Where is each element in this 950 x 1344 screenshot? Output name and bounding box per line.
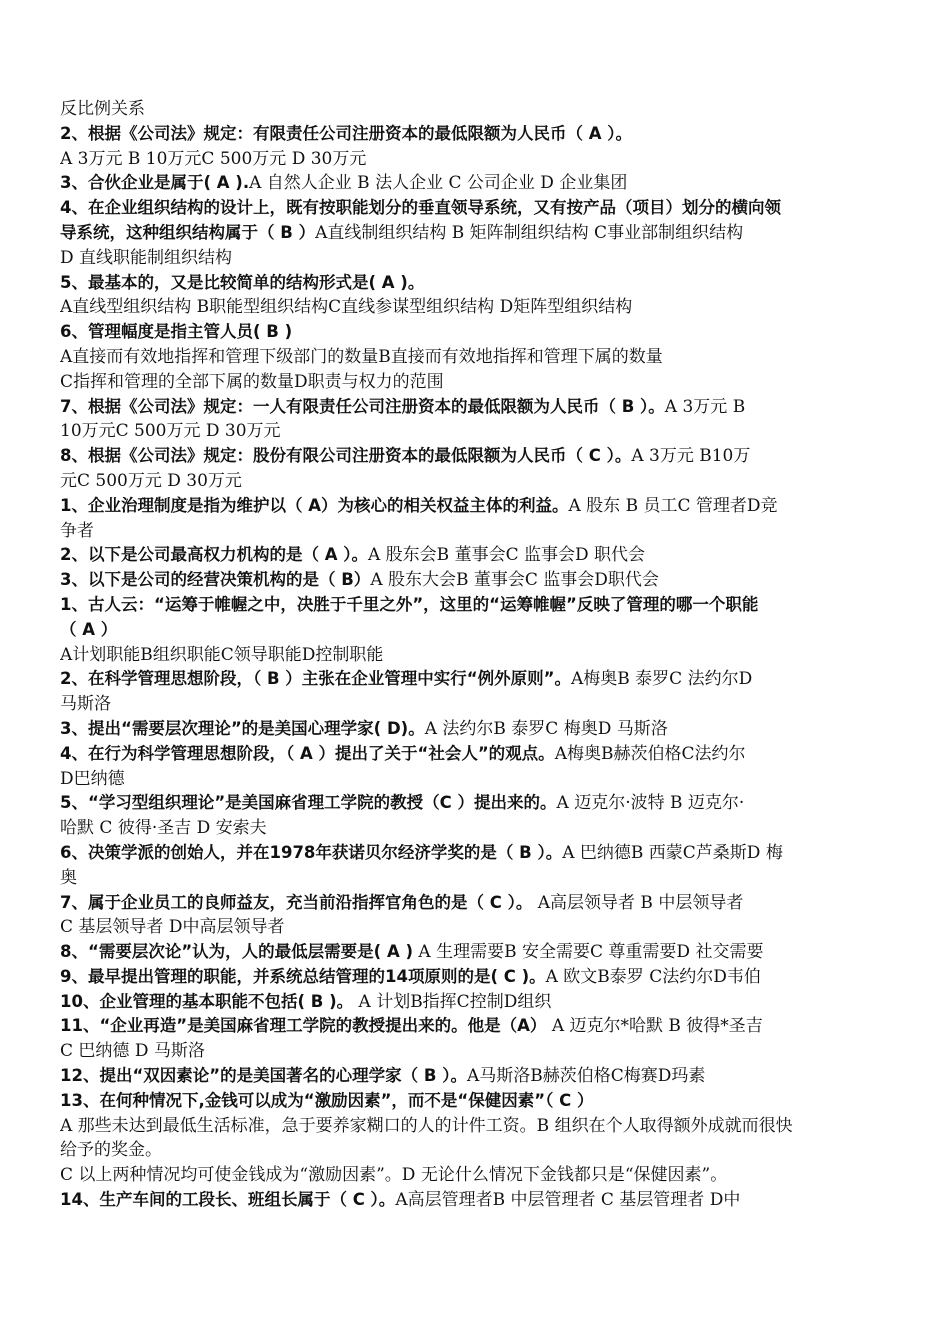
question-text: 7、根据《公司法》规定：一人有限责任公司注册资本的最低限额为人民币（ B ）。	[60, 396, 665, 416]
text-line	[60, 444, 892, 469]
answer-options-text: 给予的奖金。	[60, 1140, 162, 1161]
answer-options-text: A 3万元 B 10万元C 500万元 D 30万元	[60, 148, 367, 169]
question-text: 13、在何种情况下,金钱可以成为“激励因素”，而不是“保健因素”（ C ）	[60, 1090, 594, 1110]
answer-options-text: A马斯洛B赫茨伯格C梅赛D玛素	[466, 1066, 706, 1087]
question-text: 3、合伙企业是属于( A ).	[60, 173, 250, 193]
answer-options-text: C指挥和管理的全部下属的数量D职责与权力的范围	[60, 371, 444, 392]
question-text: 2、根据《公司法》规定：有限责任公司注册资本的最低限额为人民币（ A ）。	[60, 123, 632, 143]
text-line	[60, 1089, 892, 1114]
text-line	[60, 147, 892, 172]
answer-options-text: A 3万元 B	[664, 396, 746, 417]
text-line	[60, 891, 892, 916]
answer-options-text: A 3万元 B10万	[631, 446, 751, 467]
text-line	[60, 1064, 892, 1089]
text-line	[60, 742, 892, 767]
question-text: 2、以下是公司最高权力机构的是（ A ）。	[60, 545, 368, 565]
answer-options-text: A 法约尔B 泰罗C 梅奥D 马斯洛	[424, 718, 668, 739]
text-line	[60, 643, 892, 668]
text-line	[60, 295, 892, 320]
text-line	[60, 345, 892, 370]
answer-options-text: 反比例关系	[60, 99, 145, 119]
text-line	[60, 271, 892, 296]
text-line	[60, 1114, 892, 1139]
answer-options-text: D巴纳德	[60, 768, 125, 789]
text-line	[60, 370, 892, 395]
answer-options-text: A高层领导者 B 中层领导者	[532, 892, 744, 913]
text-line	[60, 419, 892, 444]
question-text: 导系统，这种组织结构属于（ B ）	[60, 222, 316, 242]
answer-options-text: A 欧文B泰罗 C法约尔D韦伯	[545, 966, 761, 987]
text-line	[60, 196, 892, 221]
text-line	[60, 816, 892, 841]
question-text: 1、企业治理制度是指为维护以（ A）为核心的相关权益主体的利益。	[60, 495, 569, 515]
text-line	[60, 395, 892, 420]
text-line	[60, 171, 892, 196]
answer-options-text: A 生理需要B 安全需要C 尊重需要D 社交需要	[413, 942, 764, 963]
text-line	[60, 692, 892, 717]
answer-options-text: A 巴纳德B 西蒙C芦桑斯D 梅	[562, 842, 783, 863]
answer-options-text: D 直线职能制组织结构	[60, 247, 233, 268]
answer-options-text: 哈默 C 彼得·圣吉 D 安索夫	[60, 818, 267, 839]
answer-options-text: C 基层领导者 D中高层领导者	[60, 917, 285, 938]
question-text: （ A ）	[60, 619, 118, 639]
question-text: 9、最早提出管理的职能，并系统总结管理的14项原则的是( C )。	[60, 966, 546, 986]
text-line	[60, 543, 892, 568]
text-line	[60, 122, 892, 147]
question-text: 12、提出“双因素论”的是美国著名的心理学家（ B ）。	[60, 1066, 467, 1086]
question-text: 4、在行为科学管理思想阶段，（ A ）提出了关于“社会人”的观点。	[60, 743, 555, 763]
text-line	[60, 1014, 892, 1039]
text-line	[60, 667, 892, 692]
question-text: 3、以下是公司的经营决策机构的是（ B）	[60, 570, 371, 590]
answer-options-text: A直线型组织结构 B职能型组织结构C直线参谋型组织结构 D矩阵型组织结构	[60, 297, 633, 318]
text-line	[60, 841, 892, 866]
text-line	[60, 618, 892, 643]
question-text: 8、根据《公司法》规定：股份有限公司注册资本的最低限额为人民币（ C ）。	[60, 446, 632, 466]
answer-options-text: C 以上两种情况均可使金钱成为“激励因素”。D 无论什么情况下金钱都只是“保健因素”。	[60, 1165, 728, 1186]
text-line	[60, 1138, 892, 1163]
text-line	[60, 1039, 892, 1064]
question-text: 6、决策学派的创始人，并在1978年获诺贝尔经济学奖的是（ B ）。	[60, 842, 563, 862]
question-text: 11、“企业再造”是美国麻省理工学院的教授提出来的。他是（A）	[60, 1016, 547, 1036]
text-line	[60, 494, 892, 519]
text-line	[60, 990, 892, 1015]
text-line	[60, 469, 892, 494]
answer-options-text: A直线制组织结构 B 矩阵制组织结构 C事业部制组织结构	[315, 222, 744, 243]
text-line	[60, 593, 892, 618]
question-text: 7、属于企业员工的良师益友，充当前沿指挥官角色的是（ C ）。	[60, 892, 533, 912]
text-line	[60, 246, 892, 271]
question-text: 10、企业管理的基本职能不包括( B )。	[60, 991, 354, 1011]
answer-options-text: A 计划B指挥C控制D组织	[353, 991, 552, 1012]
text-line	[60, 1163, 892, 1188]
answer-options-text: A 迈克尔·波特 B 迈克尔·	[556, 793, 745, 814]
text-line	[60, 1188, 892, 1213]
answer-options-text: A高层管理者B 中层管理者 C 基层管理者 D中	[395, 1190, 741, 1211]
answer-options-text: A梅奥B 泰罗C 法约尔D	[570, 669, 753, 690]
text-line	[60, 221, 892, 246]
text-line	[60, 791, 892, 816]
answer-options-text: A 迈克尔*哈默 B 彼得*圣吉	[546, 1016, 763, 1037]
text-line	[60, 97, 892, 122]
answer-options-text: 奥	[60, 867, 77, 888]
answer-options-text: A计划职能B组织职能C领导职能D控制职能	[60, 644, 384, 665]
text-line	[60, 866, 892, 891]
question-text: 4、在企业组织结构的设计上，既有按职能划分的垂直领导系统，又有按产品（项目）划分的横向领	[60, 198, 781, 218]
text-line	[60, 915, 892, 940]
text-line	[60, 717, 892, 742]
answer-options-text: A 股东会B 董事会C 监事会D 职代会	[368, 545, 646, 566]
answer-options-text: 争者	[60, 520, 94, 541]
text-line	[60, 767, 892, 792]
question-text: 14、生产车间的工段长、班组长属于（ C ）。	[60, 1190, 396, 1210]
answer-options-text: C 巴纳德 D 马斯洛	[60, 1041, 205, 1062]
answer-options-text: 元C 500万元 D 30万元	[60, 470, 242, 491]
answer-options-text: A直接而有效地指挥和管理下级部门的数量B直接而有效地指挥和管理下属的数量	[60, 346, 663, 367]
text-line	[60, 320, 892, 345]
question-text: 3、提出“需要层次理论”的是美国心理学家( D)。	[60, 718, 425, 738]
text-line	[60, 965, 892, 990]
answer-options-text: A 股东大会B 董事会C 监事会D职代会	[370, 570, 659, 591]
question-text: 8、“需要层次论”认为，人的最低层需要是( A )	[60, 942, 414, 962]
answer-options-text: A梅奥B赫茨伯格C法约尔	[554, 743, 746, 764]
text-line	[60, 940, 892, 965]
question-text: 1、古人云：“运筹于帷幄之中，决胜于千里之外”，这里的“运筹帷幄”反映了管理的哪一个职能	[60, 594, 759, 614]
answer-options-text: A 那些未达到最低生活标准，急于要养家糊口的人的计件工资。B 组织在个人取得额外成就而很快	[60, 1115, 793, 1136]
text-line	[60, 568, 892, 593]
answer-options-text: 马斯洛	[60, 694, 111, 715]
question-text: 5、“学习型组织理论”是美国麻省理工学院的教授（C ）提出来的。	[60, 793, 557, 813]
answer-options-text: 10万元C 500万元 D 30万元	[60, 421, 281, 442]
answer-options-text: A 自然人企业 B 法人企业 C 公司企业 D 企业集团	[249, 173, 628, 194]
question-text: 6、管理幅度是指主管人员( B )	[60, 322, 293, 342]
question-text: 2、在科学管理思想阶段，（ B ）主张在企业管理中实行“例外原则”。	[60, 669, 571, 689]
question-text: 5、最基本的，又是比较简单的结构形式是( A )。	[60, 272, 425, 292]
answer-options-text: A 股东 B 员工C 管理者D竞	[568, 495, 778, 516]
text-line	[60, 519, 892, 544]
